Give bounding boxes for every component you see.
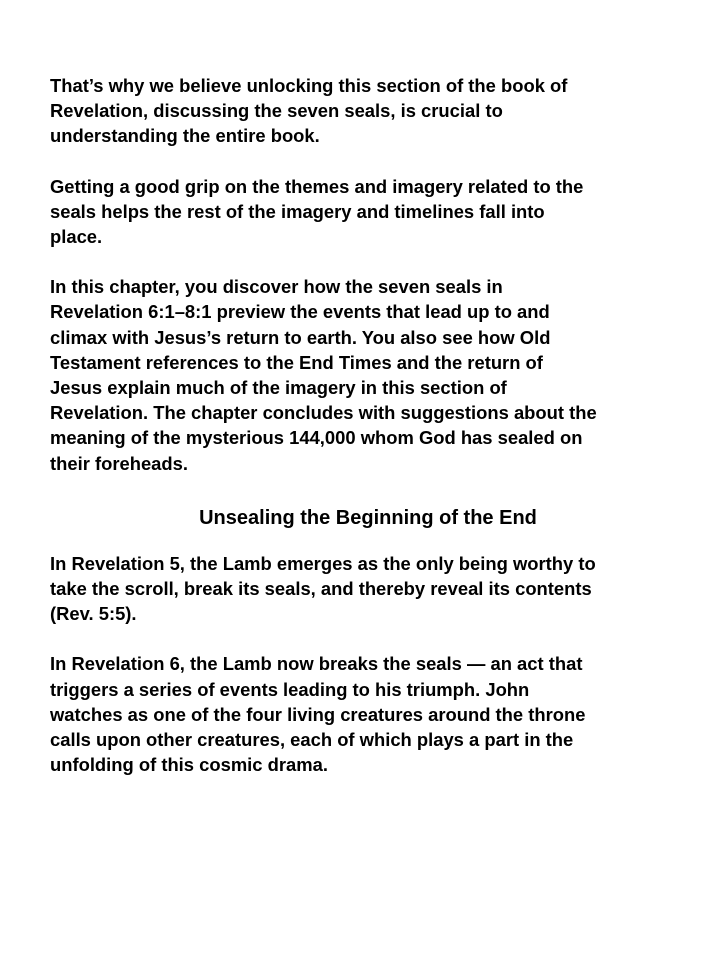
- text-line: Revelation, discussing the seven seals, is crucial to: [50, 100, 503, 122]
- section-heading: Unsealing the Beginning of the End: [199, 506, 537, 529]
- text-line: take the scroll, break its seals, and thereby reveal its contents: [50, 578, 592, 600]
- text-line: In Revelation 6, the Lamb now breaks the seals — an act that: [50, 653, 583, 675]
- paragraph-revelation-5: [50, 551, 690, 627]
- text-line: Testament references to the End Times and the return of: [50, 351, 543, 373]
- paragraph-why-seals-crucial: [50, 73, 690, 149]
- paragraph-gap: [50, 626, 690, 651]
- text-line: understanding the entire book.: [50, 125, 320, 147]
- paragraph-themes-imagery: [50, 174, 690, 250]
- text-line: climax with Jesus’s return to earth. You also see how Old: [50, 326, 551, 348]
- text-line: calls upon other creatures, each of which plays a part in the: [50, 729, 574, 751]
- paragraph-chapter-overview: [50, 274, 690, 476]
- text-line: Revelation 6:1–8:1 preview the events that lead up to and: [50, 301, 550, 323]
- text-line: triggers a series of events leading to his triumph. John: [50, 678, 530, 700]
- text-line: watches as one of the four living creatures around the throne: [50, 703, 586, 725]
- text-line: place.: [50, 226, 103, 248]
- text-line: Revelation. The chapter concludes with suggestions about the: [50, 402, 597, 424]
- text-line: Getting a good grip on the themes and imagery related to the: [50, 175, 584, 197]
- text-line: In this chapter, you discover how the seven seals in: [50, 276, 503, 298]
- text-line: That’s why we believe unlocking this section of the book of: [50, 75, 568, 96]
- paragraph-revelation-6: [50, 651, 690, 777]
- document-page: [50, 73, 690, 777]
- paragraph-gap: [50, 476, 690, 501]
- text-line: In Revelation 5, the Lamb emerges as the only being worthy to: [50, 552, 596, 574]
- paragraph-gap: [50, 149, 690, 174]
- text-line: their foreheads.: [50, 452, 188, 474]
- text-line: unfolding of this cosmic drama.: [50, 754, 328, 776]
- text-line: meaning of the mysterious 144,000 whom God has sealed on: [50, 427, 583, 449]
- text-line: (Rev. 5:5).: [50, 603, 137, 625]
- text-line: seals helps the rest of the imagery and timelines fall into: [50, 200, 545, 222]
- paragraph-gap: [50, 249, 690, 274]
- text-line: Jesus explain much of the imagery in this section of: [50, 377, 507, 399]
